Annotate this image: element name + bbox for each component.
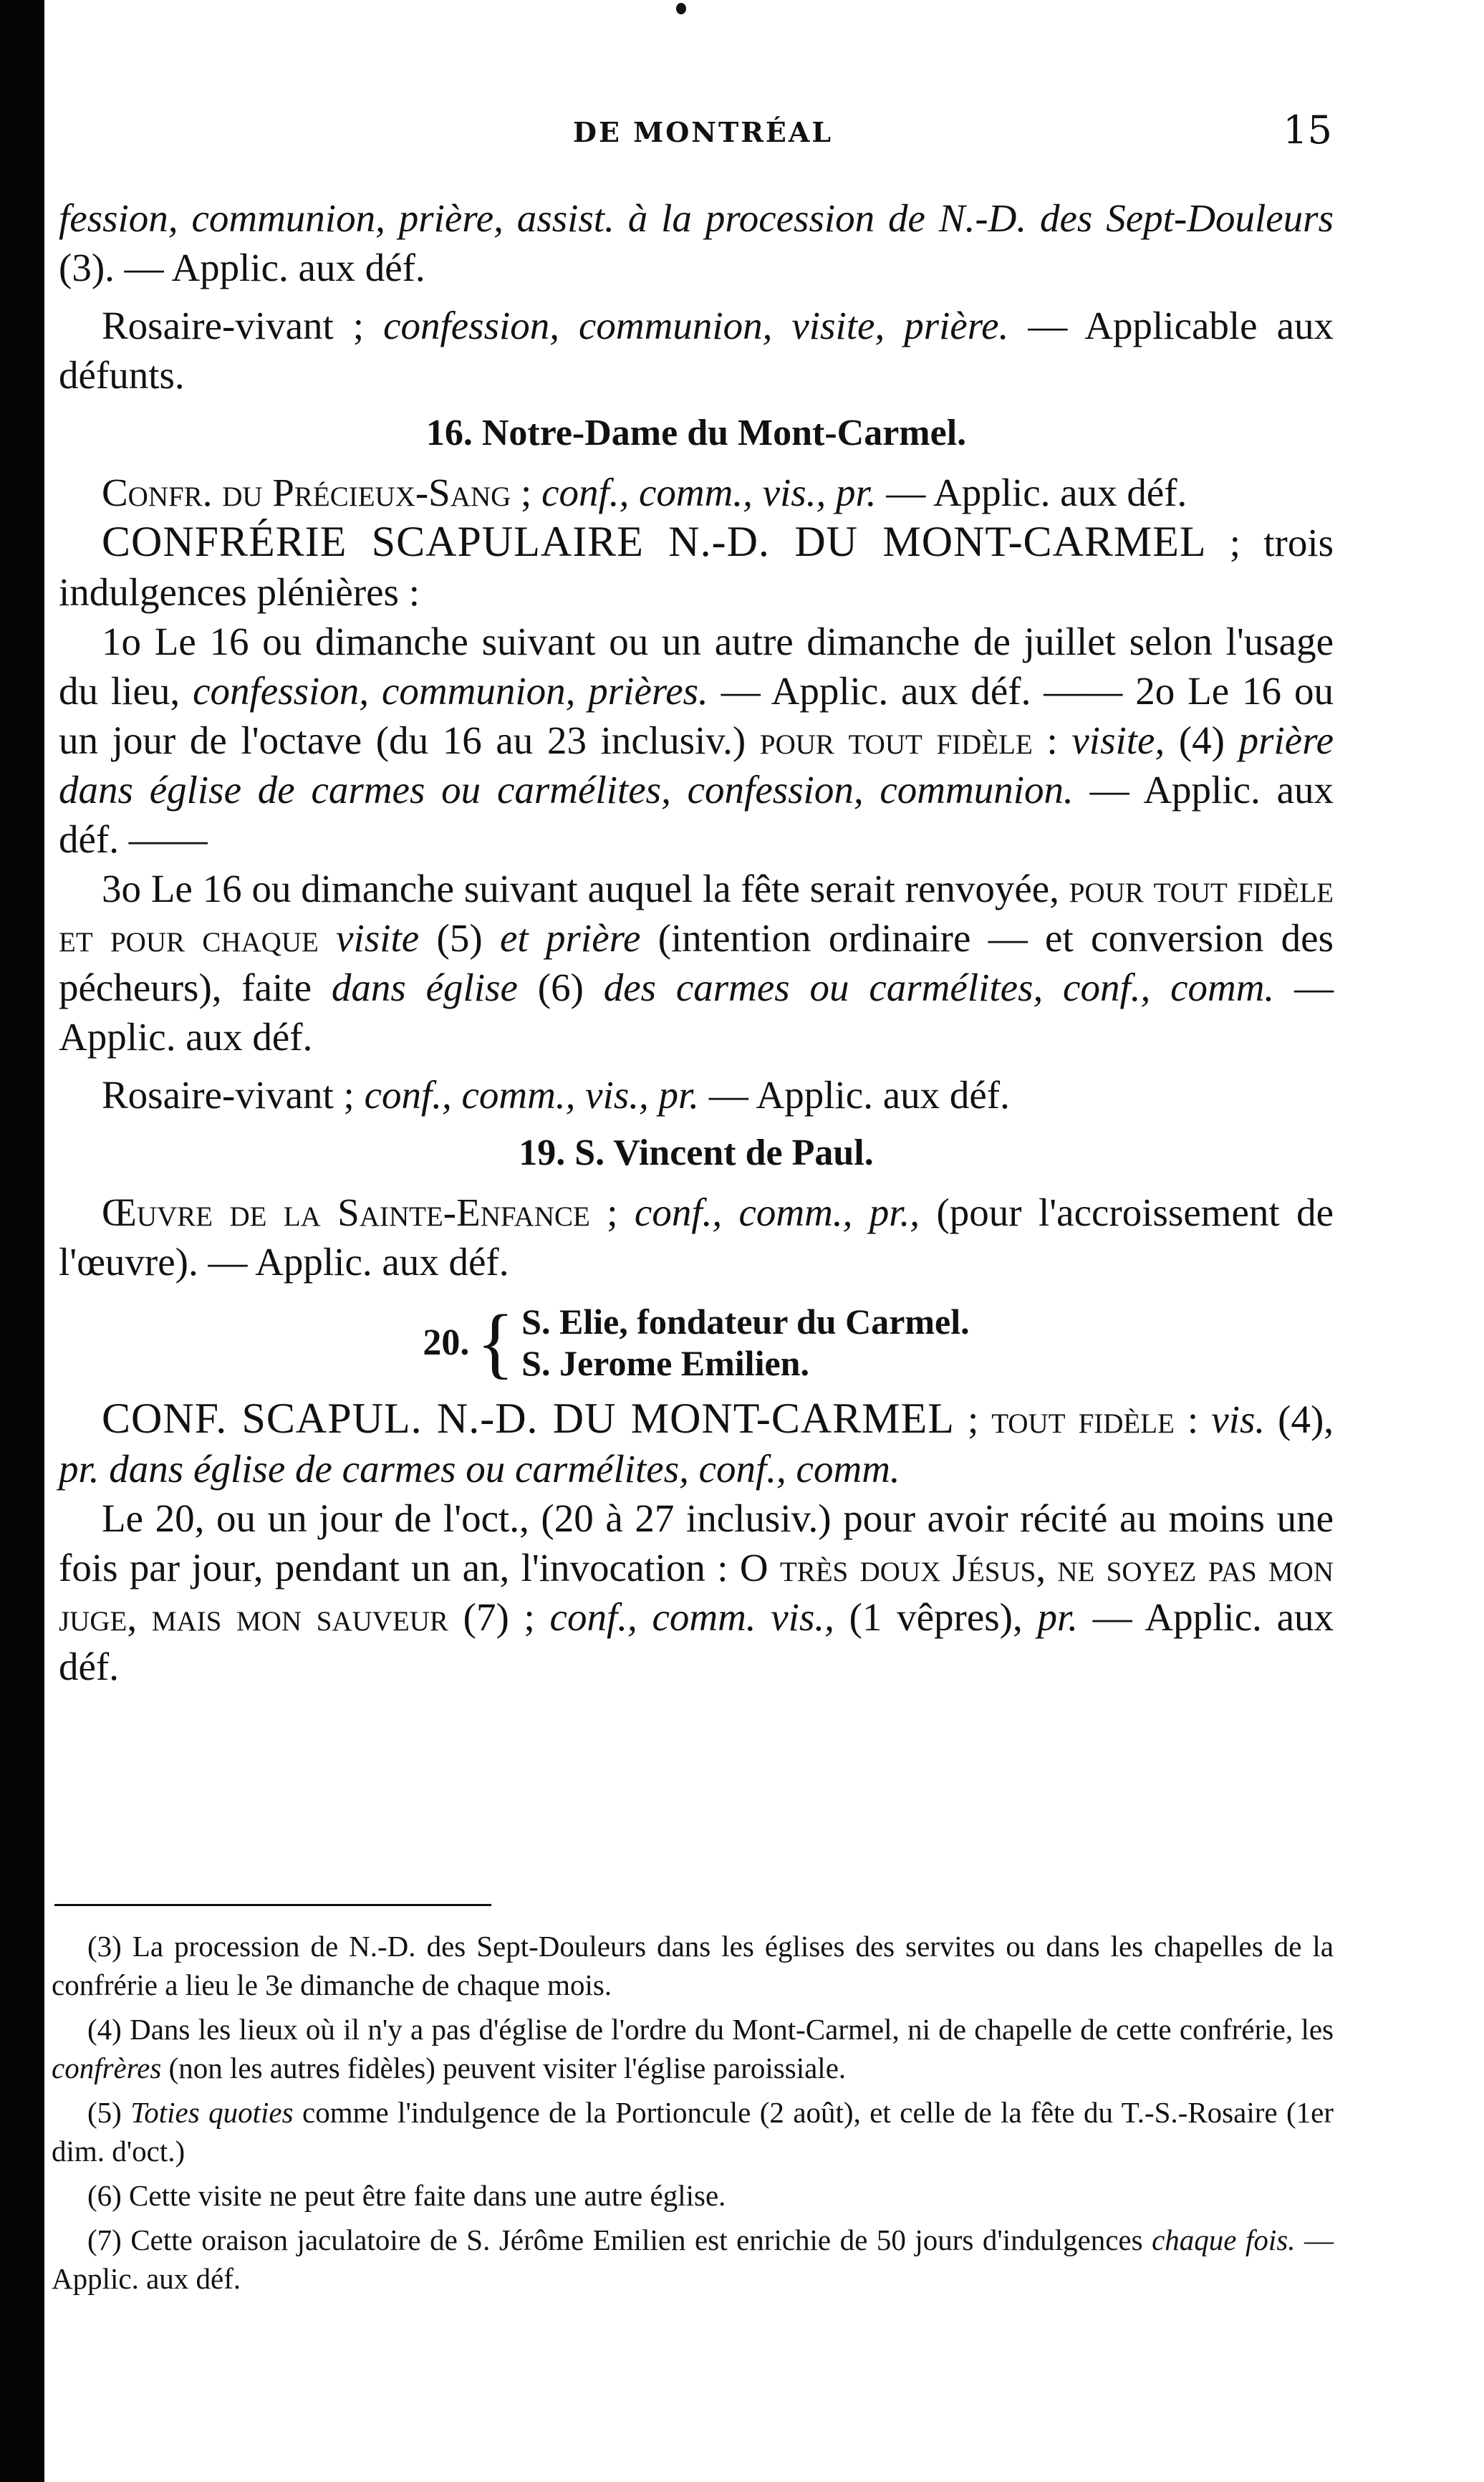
text-run: — Applicable aux défunts. (59, 304, 1334, 397)
text-run: CONF. SCAPUL. N.-D. DU MONT-CARMEL (102, 1395, 955, 1442)
text-run: fession, communion, prière, assist. à la procession de N.-D. des Sept-Douleurs (59, 196, 1334, 240)
text-run: (4), (1265, 1398, 1334, 1441)
text-run: ; trois indulgences plénières : (59, 521, 1334, 614)
text-run: CONFRÉRIE SCAPULAIRE N.-D. DU MONT-CARMEL (102, 518, 1207, 565)
text-run: conf., comm., vis., pr. (364, 1073, 700, 1117)
text-run: Le 20, ou un jour de l'oct., (20 à 27 inclusiv.) pour avoir récité au moins une fois par jour, pendant un an, l'invocation : (59, 1496, 1334, 1589)
text-run: 3o Le 16 ou dimanche suivant auquel la fête serait renvoyée, (102, 867, 1069, 910)
text-run: : (1032, 718, 1072, 762)
saint-name: S. Jerome Emilien. (521, 1343, 809, 1383)
text-run: (6) Cette visite ne peut être faite dans une autre église. (87, 2179, 726, 2212)
section-heading-20 (59, 1301, 1334, 1384)
text-run: (pour l'accroissement de l'œuvre). — Applic. aux déf. (59, 1191, 1334, 1284)
text-run: conf., comm., pr., (634, 1191, 920, 1234)
text-run: O très doux Jésus, ne soyez pas mon juge, mais mon sauveur (59, 1546, 1334, 1639)
section-number: 20. (423, 1322, 470, 1363)
paragraph (59, 1188, 1334, 1286)
footnote (52, 2093, 1334, 2170)
text-run: conf., comm., vis., pr. (541, 471, 877, 514)
footnote (52, 2221, 1334, 2298)
text-run: (1 vêpres), (834, 1595, 1038, 1639)
text-run: ; (589, 1191, 635, 1234)
paragraph (59, 193, 1334, 292)
paragraph (59, 301, 1334, 400)
main-text (59, 193, 1334, 1691)
page-number: 15 (1283, 107, 1332, 153)
binding-shadow (0, 0, 44, 2482)
saint-name: S. Elie, fondateur du Carmel. (521, 1302, 970, 1342)
text-run: Toties quoties (130, 2096, 294, 2129)
section-heading-16: 16. Notre-Dame du Mont-Carmel. (425, 413, 967, 453)
text-run: dans église (331, 966, 518, 1009)
text-run: — Applic. aux déf. (59, 1595, 1334, 1688)
text-run: des carmes ou carmélites, conf., comm. (603, 966, 1275, 1009)
text-run: (5) (87, 2096, 131, 2129)
text-run: (3). — Applic. aux déf. (59, 246, 425, 289)
section-heading-19: 19. S. Vincent de Paul. (519, 1132, 874, 1173)
paragraph (59, 1070, 1334, 1120)
text-run: Confr. du Précieux-Sang (102, 471, 511, 514)
text-run: (4) (1165, 718, 1239, 762)
text-run: (4) Dans les lieux où il n'y a pas d'église de l'ordre du Mont-Carmel, ni de chapelle de cette confrérie, les (87, 2013, 1334, 2046)
text-run: confession, communion, prières. (193, 669, 708, 713)
text-run: — Applic. aux déf. (699, 1073, 1010, 1117)
footnotes (52, 1927, 1334, 2304)
text-run: 1o Le 16 ou dimanche suivant ou un autre dimanche de juillet selon l'usage du lieu, (59, 620, 1334, 713)
text-run: — Applic. aux déf. —— (59, 768, 1334, 861)
text-run: visite (336, 916, 420, 960)
text-run: ; (954, 1398, 992, 1441)
paragraph (59, 1394, 1334, 1493)
text-run: : (1174, 1398, 1212, 1441)
text-run: confession, communion, visite, prière. (383, 304, 1009, 347)
text-run: (non les autres fidèles) peuvent visiter l'église paroissiale. (161, 2052, 847, 2084)
footnote (52, 2010, 1334, 2087)
text-run: pour tout fidèle (759, 718, 1033, 762)
text-run: conf., comm. vis., (549, 1595, 834, 1639)
running-head: DE MONTRÉAL (573, 116, 834, 148)
brace-icon: { (476, 1299, 515, 1386)
footnote (52, 1927, 1334, 2004)
text-run: (7) Cette oraison jaculatoire de S. Jérôme Emilien est enrichie de 50 jours d'indulgences (87, 2223, 1152, 2256)
text-run: Œuvre de la Sainte-Enfance (102, 1191, 590, 1234)
text-run: ; (511, 471, 542, 514)
paragraph (59, 517, 1334, 617)
text-run: (5) (419, 916, 500, 960)
text-run: pr. dans église de carmes ou carmélites, conf., comm. (59, 1447, 900, 1491)
footnote (52, 2176, 1334, 2215)
saint-names (521, 1301, 970, 1384)
text-run: (7) ; (448, 1595, 550, 1639)
text-run: — Applic. aux déf. (52, 2223, 1334, 2295)
text-run: — Applic. aux déf. (876, 471, 1187, 514)
paragraph (59, 1493, 1334, 1691)
text-run (319, 916, 336, 960)
text-run: Rosaire-vivant ; (102, 1073, 365, 1117)
text-run: (6) (517, 966, 604, 1009)
paragraph (59, 468, 1334, 517)
text-run: vis. (1211, 1398, 1266, 1441)
text-run: Rosaire-vivant ; (102, 304, 384, 347)
ink-dot (676, 3, 686, 14)
text-run: et prière (500, 916, 641, 960)
text-run: visite, (1071, 718, 1165, 762)
text-run: pour tout fidèle et pour chaque (59, 867, 1334, 960)
paragraph (59, 864, 1334, 1062)
text-run: — Applic. aux déf. (59, 966, 1334, 1059)
text-run: prière dans église de carmes ou carmélites, confession, communion. (59, 718, 1334, 812)
text-run: (intention ordinaire — et conversion des pécheurs), faite (59, 916, 1334, 1009)
paragraph (59, 617, 1334, 864)
text-run: chaque fois. (1152, 2223, 1296, 2256)
text-run: tout fidèle (991, 1398, 1175, 1441)
text-run: pr. (1037, 1595, 1079, 1639)
text-run: comme l'indulgence de la Portioncule (2 août), et celle de la fête du T.-S.-Rosaire (1er dim. d'oct.) (52, 2096, 1334, 2168)
text-run: confrères (52, 2052, 162, 2084)
text-run: — Applic. aux déf. —— 2o Le 16 ou un jour de l'octave (du 16 au 23 inclusiv.) (59, 669, 1334, 762)
footnote-rule (54, 1904, 491, 1906)
text-run: (3) La procession de N.-D. des Sept-Douleurs dans les églises des servites ou dans les chapelles de la confrérie a lieu le 3e dimanche de chaque mois. (52, 1930, 1334, 2001)
page-header (64, 107, 1332, 158)
